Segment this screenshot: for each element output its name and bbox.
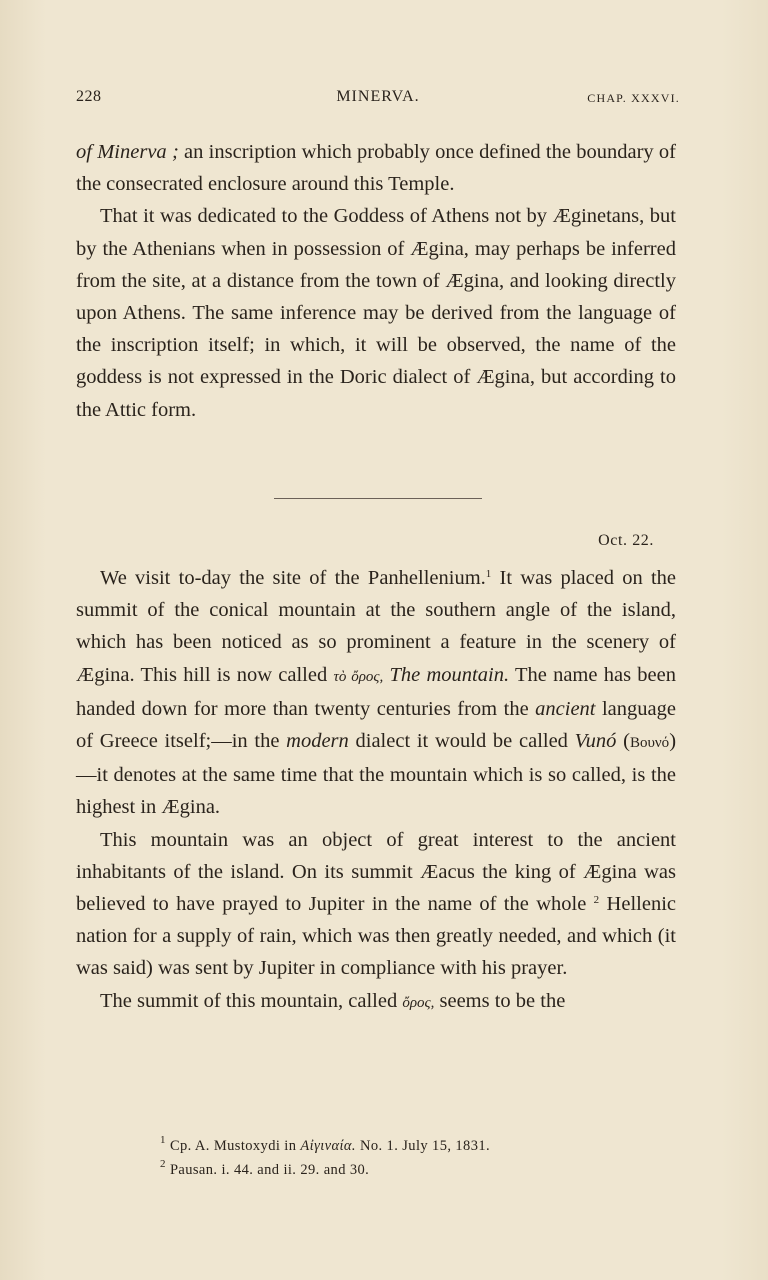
text-block-top bbox=[76, 136, 676, 426]
chapter-label: CHAP. XXXVI. bbox=[587, 91, 680, 105]
paragraph bbox=[76, 824, 676, 985]
footnote-mark: 1 bbox=[160, 1134, 166, 1146]
running-title: MINERVA. bbox=[336, 88, 420, 105]
paragraph bbox=[76, 136, 676, 200]
paragraph: That it was dedicated to the Goddess of Athens not by Æginetans, but by the Athenians when in possession of Ægina, may perhaps be inferred from the site, at a distance from the town of Ægina, and looking directly upon Athens. The same inference may be derived from the language of the inscription itself; in which, it will be observed, the name of the goddess is not expressed in the Doric dialect of Ægina, but according to the Attic form. bbox=[76, 205, 676, 421]
text-run: seems to be the bbox=[434, 989, 566, 1012]
page-number: 228 bbox=[76, 88, 102, 105]
text-run: It was placed on the summit of the conical mountain at the southern angle of the island, which has been noticed as so prominent a feature in the scenery of Ægina. This hill is now called bbox=[76, 567, 676, 686]
italic-phrase: The mountain. bbox=[389, 663, 510, 686]
footnote-marker[interactable]: 1 bbox=[485, 568, 492, 580]
greek-phrase: Αἰγιναία. bbox=[300, 1138, 356, 1154]
text-run: This mountain was an object of great interest to the ancient inhabitants of the island. On its summit Æacus the king of Ægina was believed to have prayed to Jupiter in the name of the whole bbox=[76, 828, 676, 916]
greek-phrase: τὸ ὄρος, bbox=[333, 668, 384, 685]
text-run: The name has been handed down for more than twenty centuries from the bbox=[76, 663, 676, 720]
text-run: language of Greece itself;—in the bbox=[76, 697, 676, 753]
footnote-text: Pausan. i. 44. and ii. 29. and 30. bbox=[169, 1162, 370, 1178]
italic-phrase: of Minerva ; bbox=[76, 141, 179, 163]
italic-phrase: modern bbox=[286, 730, 349, 753]
dateline: Oct. 22. bbox=[598, 532, 654, 549]
greek-phrase: Βουνό bbox=[629, 735, 670, 752]
text-block-main bbox=[76, 562, 676, 1019]
footnote-mark: 2 bbox=[160, 1158, 166, 1170]
footnote bbox=[160, 1158, 680, 1182]
paragraph bbox=[76, 985, 676, 1019]
text-run: an inscription which probably once defined the boundary of the consecrated enclosure around this Temple. bbox=[76, 141, 676, 196]
greek-phrase: ὄρος, bbox=[402, 994, 435, 1011]
italic-phrase: ancient bbox=[535, 697, 596, 720]
running-header bbox=[76, 88, 680, 110]
footnote-marker[interactable]: 2 bbox=[593, 894, 600, 907]
text-run: dialect it would be called bbox=[348, 730, 575, 753]
paragraph bbox=[76, 562, 676, 824]
text-run: ( bbox=[616, 730, 630, 753]
text-run: The summit of this mountain, called bbox=[100, 989, 403, 1012]
section-divider bbox=[274, 498, 482, 499]
text-run: We visit to-day the site of the Panhellenium. bbox=[100, 567, 486, 589]
italic-phrase: Vunó bbox=[574, 730, 617, 753]
footnotes bbox=[160, 1134, 680, 1182]
footnote-text: Cp. A. Mustoxydi in bbox=[169, 1138, 301, 1154]
footnote-text: No. 1. July 15, 1831. bbox=[355, 1138, 491, 1154]
text-run: Hellenic nation for a supply of rain, which was then greatly needed, and which (it was said) was sent by Jupiter in compliance with his prayer. bbox=[76, 893, 676, 980]
footnote bbox=[160, 1134, 680, 1158]
text-run: )—it denotes at the same time that the mountain which is so called, is the highest in Ægina. bbox=[76, 730, 677, 819]
